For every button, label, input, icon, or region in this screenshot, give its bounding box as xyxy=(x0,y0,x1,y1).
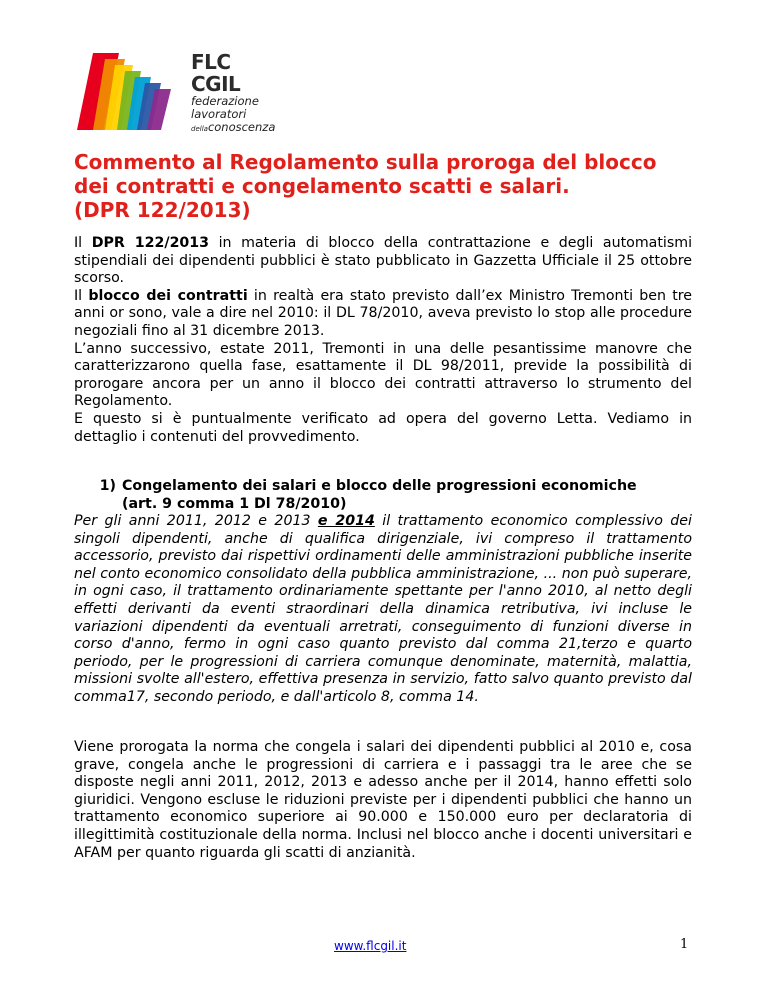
intro-p2-post: in realtà era stato previsto dall’ex Ministro Tremonti ben tre anni or sono, vale a dire nel 2010: il DL 78/2010, aveva previsto lo stop alle procedure negoziali fino al 31 dicembre 2013. xyxy=(74,287,693,339)
intro-p2-pre: Il xyxy=(74,287,89,304)
logo-brand: FLC CGIL xyxy=(191,50,241,96)
section-1-comment: Viene prorogata la norma che congela i salari dei dipendenti pubblici al 2010 e, cosa grave, congela anche le progressioni di carriera e i passaggi tra le aree che se disposte negli anni 2011, 2012, 2013 e adesso anche per il 2014, hanno effetti solo giuridici. Vengono escluse le riduzioni previste per i dipendenti pubblici che hanno un trattamento economico superiore ai 90.000 e 150.000 euro per declaratoria di illegittimità costituzionale della norma. Inclusi nel blocco anche i docenti universitari e AFAM per quanto riguarda gli scatti di anzianità. xyxy=(74,739,692,861)
flc-cgil-logo xyxy=(75,45,276,134)
quote-pre: Per gli anni 2011, 2012 e 2013 xyxy=(74,513,318,529)
intro-paragraph-2 xyxy=(74,288,692,341)
intro-p2-bold: blocco dei contratti xyxy=(88,287,248,304)
logo-line-3-small: della xyxy=(191,125,208,133)
section-1-heading-line-1 xyxy=(74,478,692,496)
intro-paragraph-1 xyxy=(74,235,692,288)
intro-section xyxy=(74,235,692,446)
document-title xyxy=(74,150,714,222)
logo-text xyxy=(191,51,275,136)
logo-line-2: lavoratori xyxy=(191,107,247,121)
section-1-heading-line-2: (art. 9 comma 1 Dl 78/2010) xyxy=(122,495,347,512)
logo-stripes-icon xyxy=(75,45,185,130)
logo-line-3 xyxy=(191,121,275,136)
section-1-heading-text: Congelamento dei salari e blocco delle progressioni economiche xyxy=(122,478,637,494)
quote-highlight: e 2014 xyxy=(317,513,375,529)
section-1-heading xyxy=(74,478,692,513)
intro-paragraph-3: L’anno successivo, estate 2011, Tremonti in una delle pesantissime manovre che caratterizzarono quella fase, esattamente il DL 98/2011, previde la possibilità di prorogare ancora per un anno il blocco dei contratti attraverso lo strumento del Regolamento. xyxy=(74,340,692,410)
footer-website-link[interactable]: www.flcgil.it xyxy=(334,939,407,953)
quote-post: il trattamento economico complessivo dei singoli dipendenti, anche di qualifica dirigenziale, ivi compreso il trattamento accessorio, previsto dai rispettivi ordinamenti delle amministrazioni pubbliche inserite nel conto economico consolidato della pubblica amministrazione, ... non può superare, in ogni caso, il trattamento ordinariamente spettante per l'anno 2010, al netto degli effetti derivanti da eventi straordinari della dinamica retributiva, ivi incluse le variazioni dipendenti da eventuali arretrati, conseguimento di funzioni diverse in corso d'anno, fermo in ogni caso quanto previsto dal comma 21,terzo e quarto periodo, per le progressioni di carriera comunque denominate, maternità, malattia, missioni svolte all'estero, effettiva presenza in servizio, fatto salvo quanto previsto dal comma17, secondo periodo, e dall'articolo 8, comma 14. xyxy=(74,513,692,705)
intro-p1-pre: Il xyxy=(74,235,92,251)
logo-line-1: federazione xyxy=(191,94,259,108)
title-line-2: dei contratti e congelamento scatti e salari. xyxy=(74,174,570,198)
intro-paragraph-4: E questo si è puntualmente verificato ad opera del governo Letta. Vediamo in dettaglio i contenuti del provvedimento. xyxy=(74,410,692,445)
page-number: 1 xyxy=(680,937,689,952)
intro-p1-bold: DPR 122/2013 xyxy=(91,235,210,251)
title-line-1: Commento al Regolamento sulla proroga del blocco xyxy=(74,150,657,174)
logo-line-3-main: conoscenza xyxy=(207,120,276,134)
intro-p1-post: in materia di blocco della contrattazione e degli automatismi stipendiali dei dipendenti pubblici è stato pubblicato in Gazzetta Ufficiale il 25 ottobre scorso. xyxy=(74,235,693,287)
section-1-quote xyxy=(74,513,692,707)
title-line-3: (DPR 122/2013) xyxy=(74,198,251,222)
section-1-number: 1) xyxy=(99,478,116,494)
